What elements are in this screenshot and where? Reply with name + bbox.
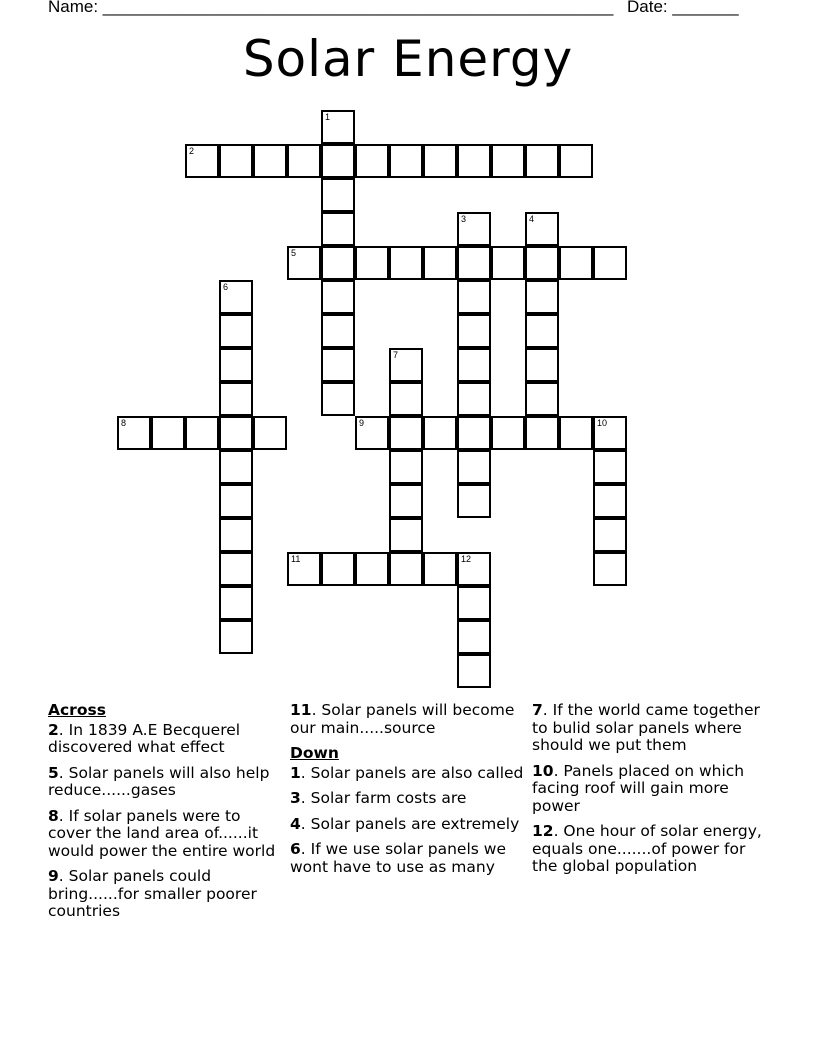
grid-cell[interactable] xyxy=(593,450,627,484)
grid-cell[interactable] xyxy=(423,416,457,450)
grid-cell[interactable] xyxy=(185,416,219,450)
clue-across-2: 2. In 1839 A.E Becquerel discovered what effect xyxy=(48,720,241,756)
grid-cell[interactable] xyxy=(491,416,525,450)
grid-cell[interactable] xyxy=(321,144,355,178)
grid-cell[interactable] xyxy=(389,246,423,280)
clue-number: 6 xyxy=(223,282,229,292)
grid-cell[interactable] xyxy=(355,144,389,178)
name-label: Name: xyxy=(48,0,103,16)
clue-down-10: 10. Panels placed on which facing roof will gain more power xyxy=(532,761,745,815)
grid-cell[interactable] xyxy=(151,416,185,450)
grid-cell[interactable] xyxy=(117,416,151,450)
name-line: ______________________________________________________ xyxy=(102,0,614,16)
clue-number: 8 xyxy=(121,418,127,428)
grid-cell[interactable] xyxy=(219,620,253,654)
grid-cell[interactable] xyxy=(457,484,491,518)
grid-cell[interactable] xyxy=(593,246,627,280)
grid-cell[interactable] xyxy=(321,314,355,348)
grid-cell[interactable] xyxy=(219,382,253,416)
grid-cell[interactable] xyxy=(219,450,253,484)
grid-cell[interactable] xyxy=(457,382,491,416)
grid-cell[interactable] xyxy=(287,144,321,178)
grid-cell[interactable] xyxy=(593,518,627,552)
page-title: Solar Energy xyxy=(242,30,574,88)
clue-number: 10 xyxy=(597,418,608,428)
grid-cell[interactable] xyxy=(321,552,355,586)
grid-cell[interactable] xyxy=(185,144,219,178)
clues-column-2 xyxy=(290,702,525,884)
grid-cell[interactable] xyxy=(321,246,355,280)
grid-cell[interactable] xyxy=(525,314,559,348)
grid-cell[interactable] xyxy=(423,552,457,586)
clue-number: 9 xyxy=(359,418,365,428)
grid-cell[interactable] xyxy=(219,280,253,314)
grid-cell[interactable] xyxy=(423,246,457,280)
grid-cell[interactable] xyxy=(219,518,253,552)
clue-down-1: 1. Solar panels are also called xyxy=(290,763,524,782)
grid-cell[interactable] xyxy=(457,654,491,688)
clue-down-3: 3. Solar farm costs are xyxy=(290,789,467,807)
grid-cell[interactable] xyxy=(219,314,253,348)
clues-column-3 xyxy=(532,702,767,884)
grid-cell[interactable] xyxy=(525,280,559,314)
grid-cell[interactable] xyxy=(525,382,559,416)
grid-cell[interactable] xyxy=(457,450,491,484)
clue-number: 1 xyxy=(325,112,331,122)
clue-number: 2 xyxy=(189,146,195,156)
grid-cell[interactable] xyxy=(389,518,423,552)
grid-cell[interactable] xyxy=(219,416,253,450)
grid-cell[interactable] xyxy=(389,144,423,178)
grid-cell[interactable] xyxy=(593,416,627,450)
grid-cell[interactable] xyxy=(457,416,491,450)
grid-cell[interactable] xyxy=(389,450,423,484)
clue-number: 5 xyxy=(291,248,297,258)
grid-cell[interactable] xyxy=(389,348,423,382)
clue-down-7: 7. If the world came together to bulid solar panels where should we put them xyxy=(532,701,760,754)
grid-cell[interactable] xyxy=(423,144,457,178)
grid-cell[interactable] xyxy=(321,212,355,246)
clue-number: 12 xyxy=(461,554,472,564)
grid-cell[interactable] xyxy=(525,212,559,246)
grid-cell[interactable] xyxy=(457,280,491,314)
grid-cell[interactable] xyxy=(219,552,253,586)
grid-cell[interactable] xyxy=(559,144,593,178)
grid-cell[interactable] xyxy=(525,144,559,178)
grid-cell[interactable] xyxy=(457,586,491,620)
grid-cell[interactable] xyxy=(219,586,253,620)
grid-cell[interactable] xyxy=(593,484,627,518)
clue-across-9: 9. Solar panels could bring......for smaller poorer countries xyxy=(48,867,257,920)
grid-cell[interactable] xyxy=(253,416,287,450)
clue-across-8: 8. If solar panels were to cover the land area of......it would power the entire world xyxy=(48,806,276,860)
clue-number: 7 xyxy=(393,350,399,360)
grid-cell[interactable] xyxy=(457,314,491,348)
grid-cell[interactable] xyxy=(287,246,321,280)
clue-across-11: 11. Solar panels will become our main.....source xyxy=(290,701,515,737)
grid-cell[interactable] xyxy=(457,144,491,178)
clue-number: 11 xyxy=(291,554,301,564)
clue-down-12: 12. One hour of solar energy, equals one.......of power for the global population xyxy=(532,822,762,875)
grid-cell[interactable] xyxy=(491,246,525,280)
clue-down-4: 4. Solar panels are extremely xyxy=(290,814,520,833)
grid-cell[interactable] xyxy=(219,144,253,178)
clue-across-5: 5. Solar panels will also help reduce......gases xyxy=(48,763,270,799)
grid-cell[interactable] xyxy=(559,416,593,450)
grid-cell[interactable] xyxy=(355,416,389,450)
grid-cell[interactable] xyxy=(491,144,525,178)
grid-cell[interactable] xyxy=(321,110,355,144)
grid-cell[interactable] xyxy=(389,484,423,518)
grid-cell[interactable] xyxy=(219,348,253,382)
clues-column-1 xyxy=(48,702,283,929)
down-heading: Down xyxy=(290,744,339,762)
grid-cell[interactable] xyxy=(321,178,355,212)
grid-cell[interactable] xyxy=(389,416,423,450)
across-heading: Across xyxy=(48,701,106,719)
grid-cell[interactable] xyxy=(321,382,355,416)
grid-cell[interactable] xyxy=(321,280,355,314)
date-label: Date: xyxy=(627,0,673,16)
grid-cell[interactable] xyxy=(355,552,389,586)
grid-cell[interactable] xyxy=(525,246,559,280)
date-line: _______ xyxy=(672,0,739,16)
grid-cell[interactable] xyxy=(593,552,627,586)
grid-cell[interactable] xyxy=(525,348,559,382)
grid-cell[interactable] xyxy=(253,144,287,178)
grid-cell[interactable] xyxy=(457,246,491,280)
grid-cell[interactable] xyxy=(287,552,321,586)
grid-cell[interactable] xyxy=(355,246,389,280)
grid-cell[interactable] xyxy=(389,552,423,586)
grid-cell[interactable] xyxy=(457,620,491,654)
clue-number: 3 xyxy=(461,214,467,224)
clue-down-6: 6. If we use solar panels we wont have to use as many xyxy=(290,840,506,876)
grid-cell[interactable] xyxy=(321,348,355,382)
grid-cell[interactable] xyxy=(457,212,491,246)
grid-cell[interactable] xyxy=(457,552,491,586)
grid-cell[interactable] xyxy=(389,382,423,416)
grid-cell[interactable] xyxy=(525,416,559,450)
grid-cell[interactable] xyxy=(457,348,491,382)
clue-number: 4 xyxy=(529,214,535,224)
grid-cell[interactable] xyxy=(559,246,593,280)
grid-cell[interactable] xyxy=(219,484,253,518)
